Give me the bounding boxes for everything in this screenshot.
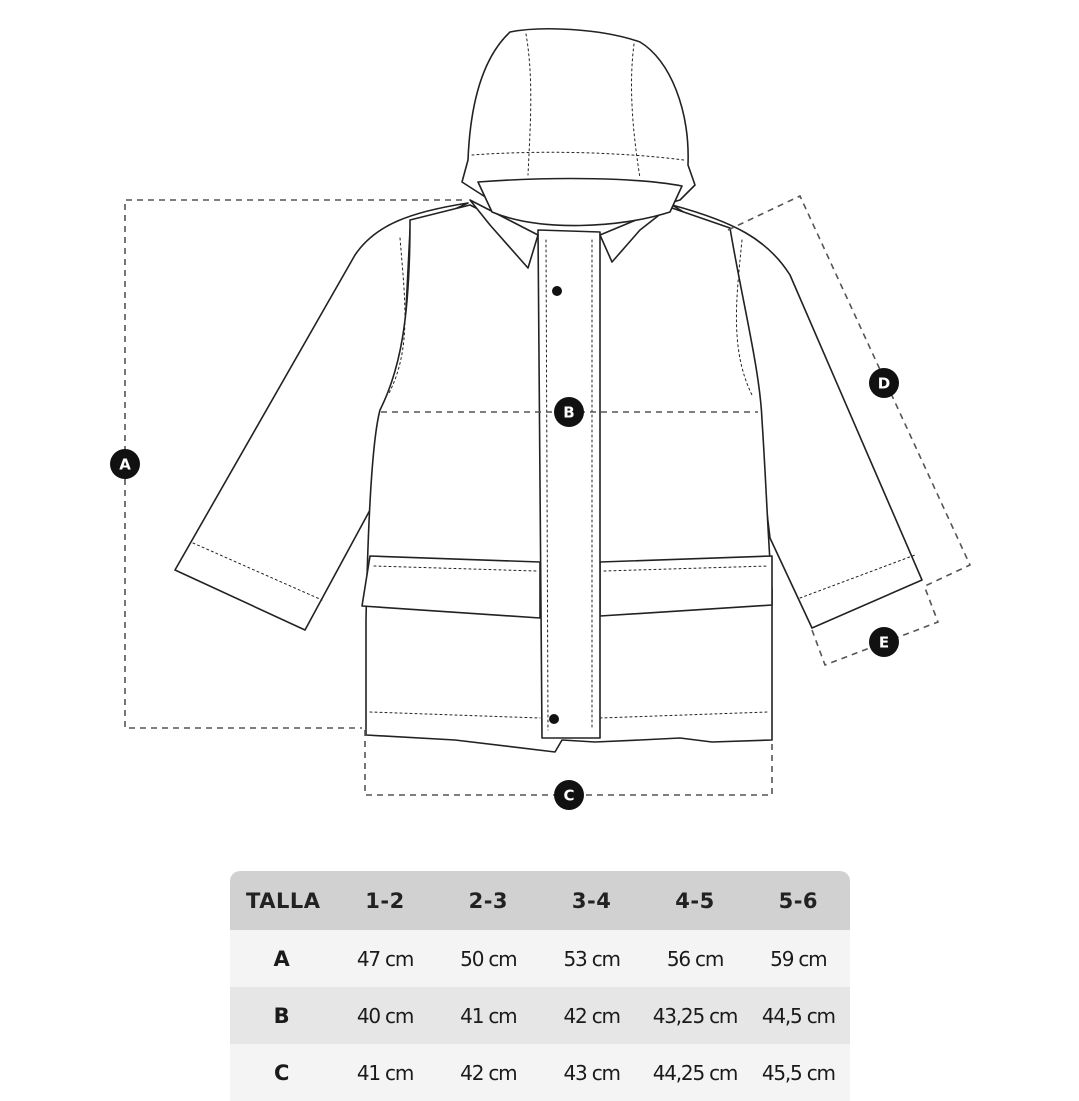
size-table-header [230, 871, 850, 930]
row-label: A [230, 930, 333, 987]
table-cell: 40 cm [333, 987, 436, 1044]
snap-bottom [549, 714, 559, 724]
header-size: 1-2 [333, 871, 436, 930]
jacket-illustration [175, 29, 922, 752]
table-cell: 42 cm [437, 1044, 540, 1101]
svg-text:A: A [119, 455, 131, 474]
marker-c [554, 780, 584, 810]
svg-text:C: C [563, 786, 575, 805]
marker-e [869, 627, 899, 657]
header-size: 4-5 [643, 871, 746, 930]
table-cell: 44,25 cm [643, 1044, 746, 1101]
marker-d [869, 368, 899, 398]
table-cell: 41 cm [333, 1044, 436, 1101]
marker-a [110, 449, 140, 479]
table-cell: 43 cm [540, 1044, 643, 1101]
table-cell: 50 cm [437, 930, 540, 987]
marker-b [554, 397, 584, 427]
header-size: 3-4 [540, 871, 643, 930]
header-size: 2-3 [437, 871, 540, 930]
table-row [230, 1044, 850, 1101]
right-pocket-flap [600, 556, 772, 616]
size-table [230, 871, 850, 1101]
header-size: 5-6 [747, 871, 850, 930]
row-label: C [230, 1044, 333, 1101]
table-cell: 45,5 cm [747, 1044, 850, 1101]
table-cell: 56 cm [643, 930, 746, 987]
svg-text:B: B [563, 403, 575, 422]
snap-top [552, 286, 562, 296]
svg-text:D: D [877, 374, 891, 393]
table-cell: 42 cm [540, 987, 643, 1044]
table-cell: 43,25 cm [643, 987, 746, 1044]
table-row [230, 987, 850, 1044]
svg-text:E: E [878, 633, 890, 652]
table-cell: 53 cm [540, 930, 643, 987]
table-cell: 44,5 cm [747, 987, 850, 1044]
table-cell: 41 cm [437, 987, 540, 1044]
table-row [230, 930, 850, 987]
row-label: B [230, 987, 333, 1044]
header-talla: TALLA [230, 871, 333, 930]
table-cell: 47 cm [333, 930, 436, 987]
table-cell: 59 cm [747, 930, 850, 987]
